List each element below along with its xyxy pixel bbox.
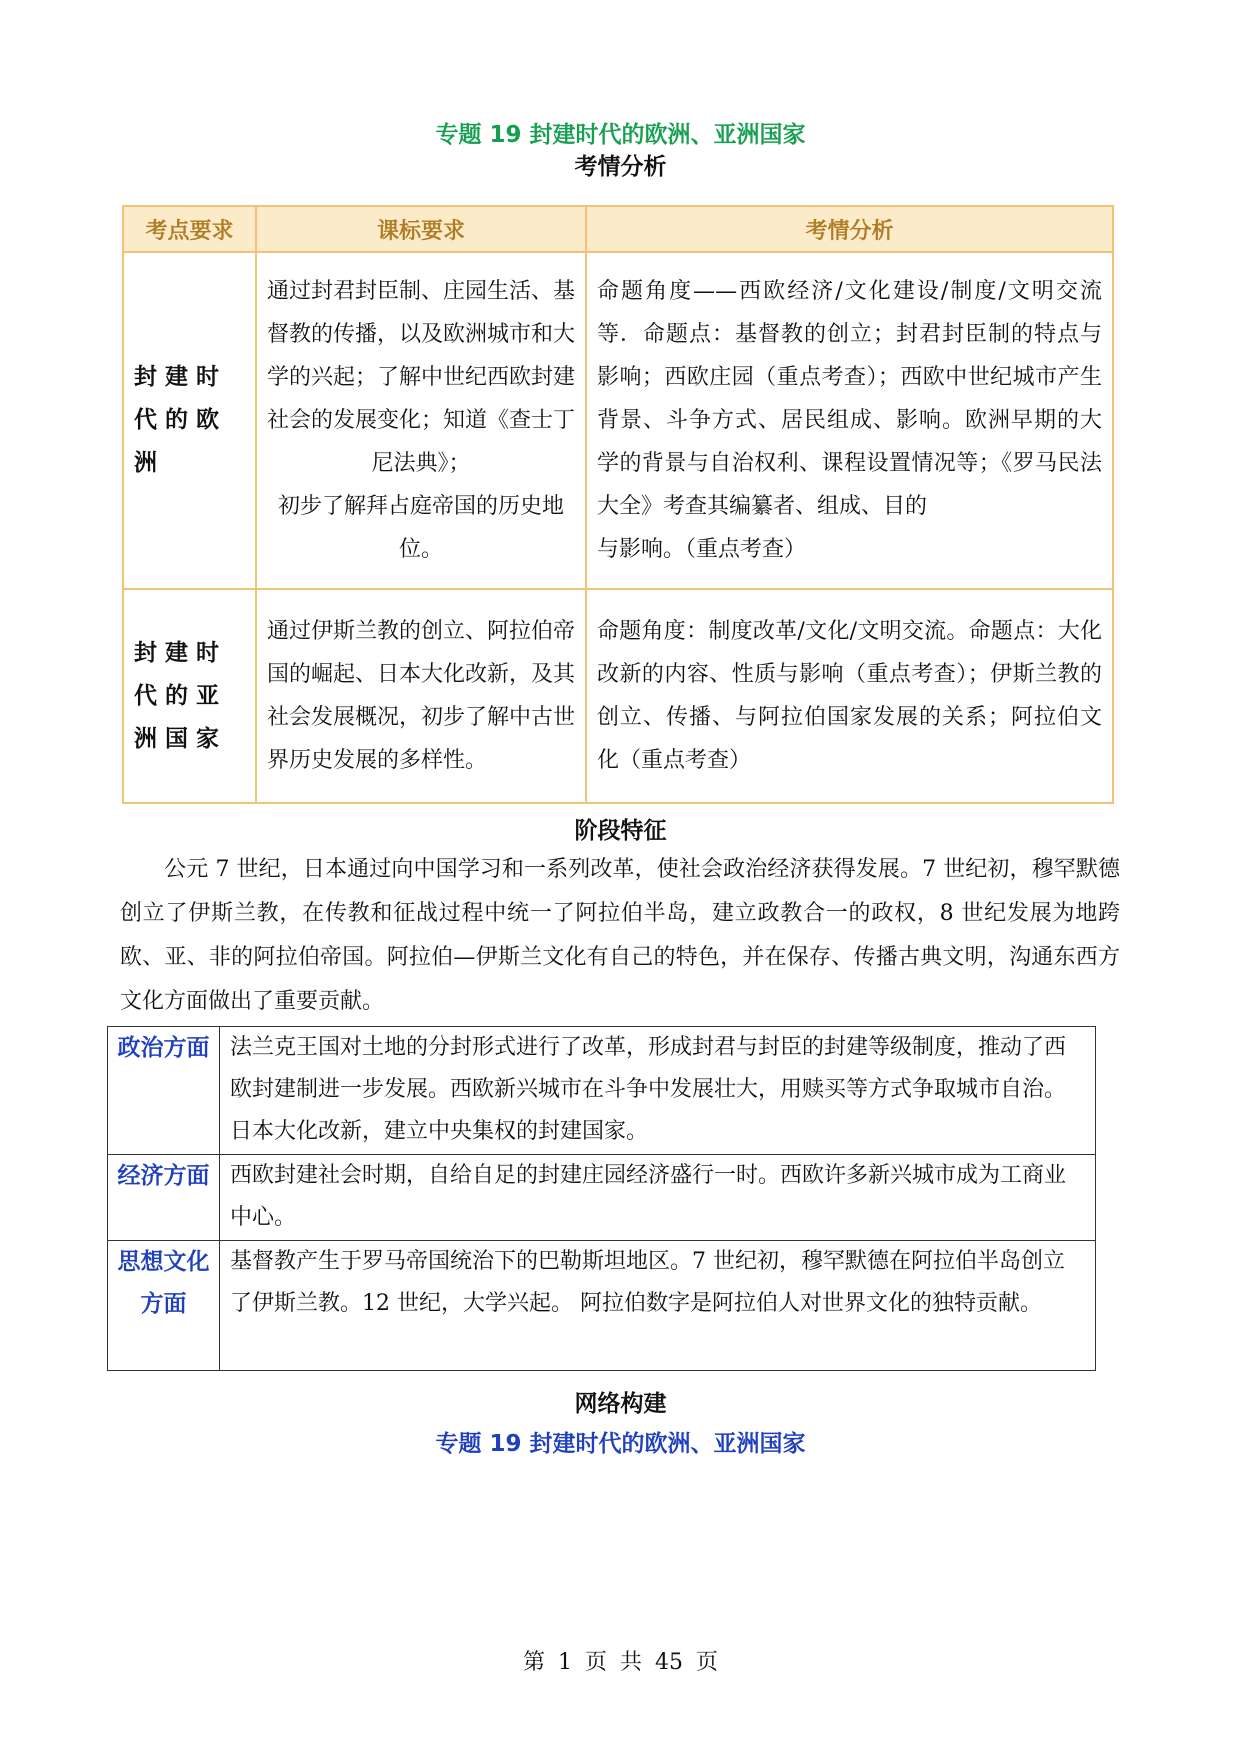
point-cell: 封建时代的欧洲 xyxy=(123,252,256,589)
feature-row-economy xyxy=(108,1155,1096,1241)
page-footer: 第 1 页 共 45 页 xyxy=(523,1650,718,1675)
aspect-text: 基督教产生于罗马帝国统治下的巴勒斯坦地区。7 世纪初，穆罕默德在阿拉伯半岛创立了伊斯兰教。12 世纪，大学兴起。 阿拉伯数字是阿拉伯人对世界文化的独特贡献。 xyxy=(220,1241,1096,1371)
feature-row-politics xyxy=(108,1027,1096,1155)
aspect-label: 经济方面 xyxy=(108,1155,220,1241)
aspect-label: 政治方面 xyxy=(108,1027,220,1155)
document-title: 专题 19 封建时代的欧洲、亚洲国家 xyxy=(435,122,806,148)
analysis-heading: 考情分析 xyxy=(574,154,667,180)
stage-heading: 阶段特征 xyxy=(574,818,667,844)
analysis-cell: 命题角度：制度改革/文化/文明交流。命题点：大化改新的内容、性质与影响（重点考查）；伊斯兰教的创立、传播、与阿拉伯国家发展的关系；阿拉伯文化（重点考查） xyxy=(586,589,1113,803)
analysis-text: 命题角度——西欧经济/文化建设/制度/文明交流等．命题点：基督教的创立；封君封臣制的特点与影响；西欧庄园（重点考查）；西欧中世纪城市产生背景、斗争方式、居民组成、影响。欧洲早期的大学的背景与自治权利、课程设置情况等；《罗马民法大全》考查其编纂者、组成、目的 xyxy=(597,279,1102,519)
aspect-text: 西欧封建社会时期，自给自足的封建庄园经济盛行一时。西欧许多新兴城市成为工商业中心。 xyxy=(220,1155,1096,1241)
aspect-text: 法兰克王国对土地的分封形式进行了改革，形成封君与封臣的封建等级制度，推动了西欧封建制进一步发展。西欧新兴城市在斗争中发展壮大，用赎买等方式争取城市自治。日本大化改新，建立中央集权的封建国家。 xyxy=(220,1027,1096,1155)
aspect-label: 思想文化方面 xyxy=(108,1241,220,1371)
stage-paragraph xyxy=(120,848,1120,1024)
analysis-last-line: 与影响。（重点考查） xyxy=(597,537,807,562)
analysis-cell xyxy=(586,252,1113,589)
network-title: 专题 19 封建时代的欧洲、亚洲国家 xyxy=(435,1431,806,1457)
point-cell: 封建时代的亚洲国家 xyxy=(123,589,256,803)
analysis-row-asia xyxy=(123,589,1113,803)
standard-cell xyxy=(256,252,586,589)
header-analysis: 考情分析 xyxy=(586,206,1113,252)
feature-row-culture xyxy=(108,1241,1096,1371)
header-point: 考点要求 xyxy=(123,206,256,252)
header-standard: 课标要求 xyxy=(256,206,586,252)
features-table xyxy=(107,1026,1096,1371)
standard-extra-text: 初步了解拜占庭帝国的历史地位。 xyxy=(277,494,564,562)
analysis-header-row xyxy=(123,206,1113,252)
stage-paragraph-text: 公元 7 世纪，日本通过向中国学习和一系列改革，使社会政治经济获得发展。7 世纪初，穆罕默德创立了伊斯兰教，在传教和征战过程中统一了阿拉伯半岛，建立政教合一的政权，8 世纪发展为地跨欧、亚、非的阿拉伯帝国。阿拉伯—伊斯兰文化有自己的特色，并在保存、传播古典文明，沟通东西方文化方面做出了重要贡献。 xyxy=(120,857,1120,1014)
network-heading: 网络构建 xyxy=(574,1391,667,1417)
analysis-row-europe xyxy=(123,252,1113,589)
analysis-table xyxy=(122,205,1114,804)
standard-cell: 通过伊斯兰教的创立、阿拉伯帝国的崛起、日本大化改新，及其社会发展概况，初步了解中古世界历史发展的多样性。 xyxy=(256,589,586,803)
standard-text: 通过封君封臣制、庄园生活、基督教的传播，以及欧洲城市和大学的兴起；了解中世纪西欧封建社会的发展变化；知道《查士丁尼法典》； xyxy=(267,279,576,476)
